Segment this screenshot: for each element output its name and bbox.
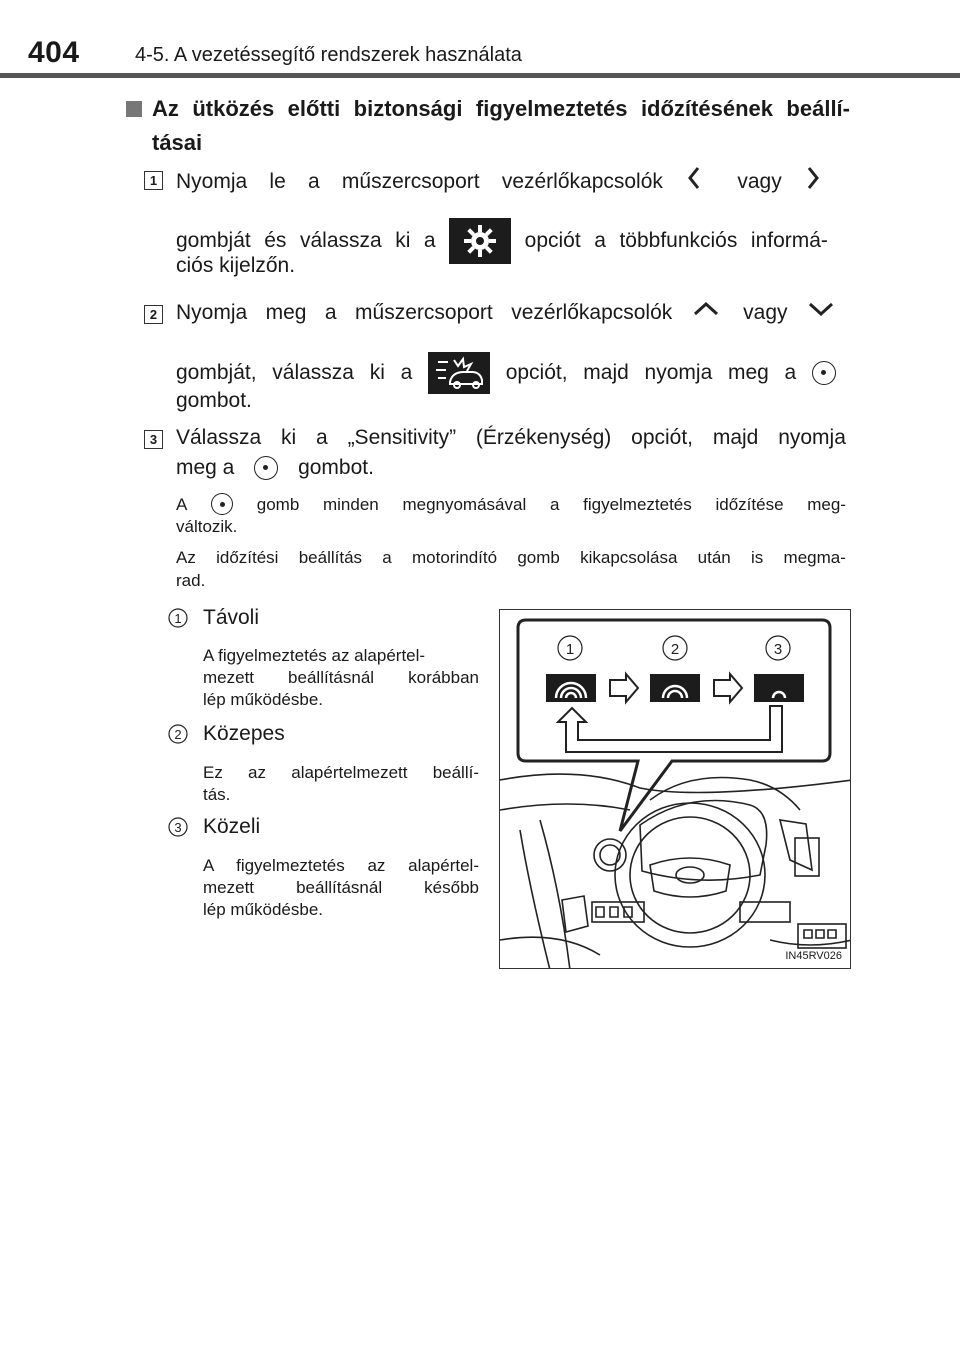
or-word: vagy — [743, 301, 788, 324]
word: informá- — [750, 229, 828, 252]
word: és — [264, 229, 287, 252]
page-header — [0, 0, 960, 80]
near-setting-screen — [754, 674, 804, 702]
chapter-title: 4-5. A vezetéssegítő rendszerek használata — [135, 44, 522, 66]
desc-line — [203, 762, 479, 784]
word: opciót — [524, 229, 581, 252]
desc-line — [203, 899, 479, 921]
word: a — [382, 548, 392, 567]
note2-line2: rad. — [176, 571, 206, 590]
desc-line — [203, 645, 479, 667]
word: is — [751, 548, 764, 567]
header-rule — [0, 73, 960, 78]
word: „Sensitivity” — [347, 426, 457, 449]
word: meg- — [807, 494, 846, 514]
option-number-text: 2 — [174, 727, 182, 742]
word: meg a — [176, 456, 235, 479]
word: a — [423, 229, 436, 252]
desc-line — [203, 667, 479, 689]
word: Nyomja — [176, 301, 248, 324]
option-number — [168, 815, 188, 845]
desc-line — [203, 689, 479, 711]
word: műszercsoport — [355, 301, 493, 324]
section-title-line1: Az ütközés előtti biztonsági figyelmeztetés időzítésének beállí- — [152, 96, 850, 121]
word: ki — [281, 426, 297, 449]
option-label: Közeli — [203, 815, 261, 838]
desc-line-text: A figyelmeztetés az alapértel- — [203, 856, 479, 875]
word: után — [697, 548, 731, 567]
circled-number-icon — [168, 722, 188, 746]
word: gombját, — [176, 361, 257, 384]
option-number — [168, 606, 188, 636]
word: kikapcsolása — [580, 548, 678, 567]
section-title — [128, 92, 850, 160]
dashboard-lineart — [500, 774, 851, 969]
word: gomb — [256, 494, 300, 514]
callout-number: 2 — [670, 641, 680, 658]
step1-line1 — [176, 165, 834, 199]
middle-setting-screen — [650, 674, 700, 702]
option-label: Távoli — [203, 606, 260, 629]
word: nyomja — [644, 361, 713, 384]
ok-button-icon — [812, 361, 836, 385]
desc-line-text: A figyelmeztetés az alapértel- — [203, 646, 426, 665]
word: minden — [322, 494, 379, 514]
word: (Érzékenység) — [475, 426, 612, 449]
callout-number: 3 — [773, 641, 783, 658]
note1-line1 — [176, 493, 846, 515]
desc-line-text: mezett beállításnál korábban — [203, 668, 479, 687]
chevron-up-icon — [691, 299, 725, 327]
desc-line-text: Ez az alapértelmezett beállí- — [203, 763, 479, 782]
word: a — [400, 361, 413, 384]
word: opciót, — [631, 426, 694, 449]
option-description — [203, 645, 479, 711]
illustration-figure — [499, 609, 851, 969]
word: többfunkciós — [619, 229, 738, 252]
chevron-down-icon — [806, 299, 840, 327]
word: ki — [369, 361, 385, 384]
step2-line2 — [176, 352, 836, 394]
word: megnyomásával — [402, 494, 527, 514]
word: majd — [712, 426, 759, 449]
page-number: 404 — [28, 36, 80, 69]
word: Válassza — [176, 426, 262, 449]
desc-line — [203, 784, 479, 806]
dashboard-illustration — [500, 610, 851, 969]
pre-collision-icon — [428, 352, 490, 394]
step2-line3: gombot. — [176, 389, 252, 412]
far-setting-screen — [546, 674, 596, 702]
word: meg — [727, 361, 769, 384]
word: megma- — [783, 548, 846, 567]
word: műszercsoport — [341, 170, 480, 193]
word: Az — [176, 548, 196, 567]
step3-line2 — [176, 454, 374, 482]
option-description — [203, 762, 479, 806]
word: időzítési — [216, 548, 279, 567]
step1-line3: ciós kijelzőn. — [176, 254, 296, 277]
step2-line1 — [176, 299, 840, 327]
step-number: 3 — [144, 430, 163, 449]
word: gomb — [517, 548, 560, 567]
word: opciót, — [505, 361, 568, 384]
step-number: 1 — [144, 171, 163, 190]
word: le — [269, 170, 286, 193]
word: nyomja — [778, 426, 846, 449]
or-word: vagy — [737, 170, 782, 193]
desc-line — [203, 855, 479, 877]
step-number: 2 — [144, 305, 163, 324]
word: a — [307, 170, 320, 193]
section-title-line2: tásai — [152, 130, 203, 155]
word: időzítése — [715, 494, 784, 514]
ok-button-icon — [211, 493, 233, 515]
word: a — [316, 426, 328, 449]
word: válassza — [299, 229, 382, 252]
option-label: Közepes — [203, 722, 285, 745]
word: a — [324, 301, 337, 324]
desc-line — [203, 877, 479, 899]
chevron-right-icon — [804, 165, 834, 199]
desc-line-text: lép működésbe. — [203, 900, 324, 919]
word: figyelmeztetés — [583, 494, 692, 514]
word: beállítás — [298, 548, 363, 567]
word: gombját — [176, 229, 251, 252]
gear-icon — [449, 218, 511, 264]
ok-button-icon — [254, 456, 278, 480]
callout-number: 1 — [565, 641, 575, 658]
word: a — [784, 361, 797, 384]
chevron-left-icon — [685, 165, 715, 199]
word: a — [549, 494, 560, 514]
desc-line-text: mezett beállításnál később — [203, 878, 479, 897]
circled-number-icon — [168, 815, 188, 839]
word: motorindító — [412, 548, 498, 567]
word: meg — [265, 301, 307, 324]
figure-code: IN45RV026 — [785, 950, 842, 962]
word: válassza — [272, 361, 354, 384]
title-bullet-icon — [126, 101, 142, 117]
word: gombot. — [298, 456, 374, 479]
desc-line-text: lép működésbe. — [203, 690, 324, 709]
circled-number-icon — [168, 606, 188, 630]
word: vezérlőkapcsolók — [501, 170, 663, 193]
desc-line-text: tás. — [203, 785, 231, 804]
option-number-text: 3 — [174, 820, 182, 835]
option-number-text: 1 — [174, 611, 182, 626]
option-description — [203, 855, 479, 921]
word: A — [176, 494, 188, 514]
step3-line1 — [176, 424, 846, 452]
note1-line2: változik. — [176, 517, 238, 536]
word: vezérlőkapcsolók — [511, 301, 673, 324]
word: a — [594, 229, 606, 252]
note2-line1 — [176, 547, 846, 568]
option-number — [168, 722, 188, 752]
word: majd — [583, 361, 629, 384]
word: ki — [395, 229, 411, 252]
word: Nyomja — [176, 170, 248, 193]
